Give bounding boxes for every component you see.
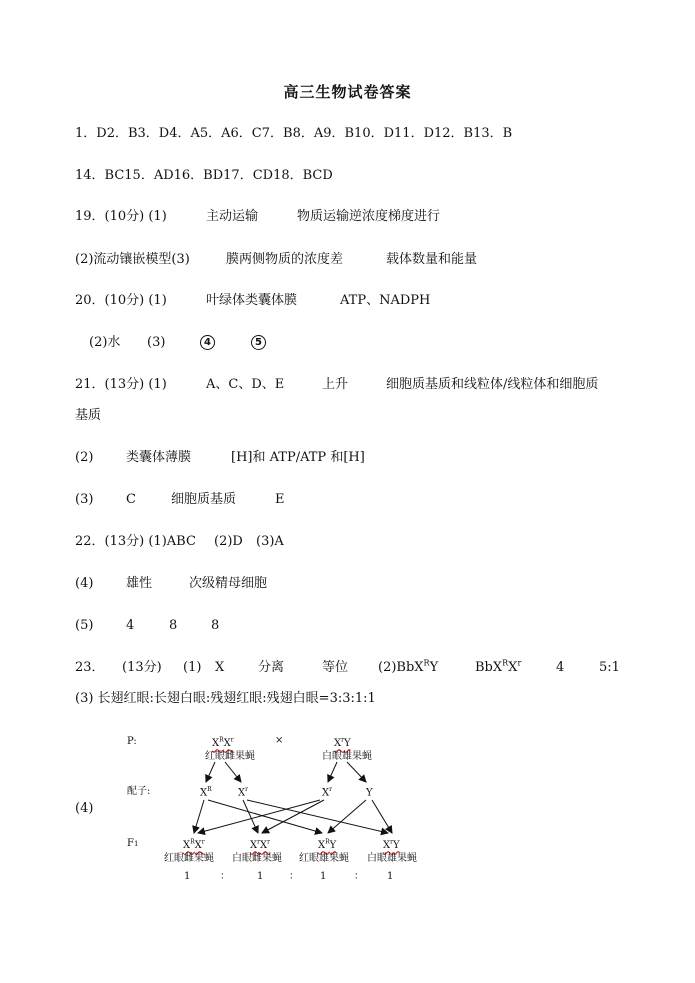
q19-answer-4: 载体数量和能量 [386, 252, 478, 267]
page-title: 高三生物试卷答案 [283, 83, 412, 101]
q20-row2-part3: (3) [147, 335, 166, 350]
off2-g0: X [250, 840, 258, 852]
male-geno-x: X [334, 738, 342, 750]
arrow-gamete3-offspring1 [198, 800, 320, 833]
q23-score: (13分) [122, 660, 162, 675]
off1-g0: X [183, 840, 191, 852]
arrow-gamete1-offspring3 [208, 800, 322, 833]
off4-g2: Y [393, 840, 400, 852]
q23-genotype-1-end: Y [429, 660, 439, 675]
q22-part-3: (3)A [256, 534, 284, 549]
q22-row5-answer-2: 8 [169, 618, 178, 633]
q21-row2-answer-2: [H]和 ATP/ATP 和[H] [231, 450, 365, 465]
offspring-3-genotype [318, 837, 336, 852]
offspring-4-genotype [383, 837, 400, 852]
circled-number-4: 4 [200, 335, 215, 350]
q21-row3-answer-1: C [126, 492, 136, 507]
offspring-2-name: 白眼雌果蝇 [232, 853, 282, 864]
q21-row3-lead: (3) [75, 492, 94, 507]
female-geno-sup2: r [230, 737, 234, 744]
q23-genotype-1-base: (2)BbX [378, 660, 424, 675]
q23-genotype-1-sup: R [423, 658, 430, 668]
q23-line-3: (3) 长翅红眼:长翅白眼:残翅红眼:残翅白眼=3:3:1:1 [75, 691, 376, 706]
q22-row4-answer-2: 次级精母细胞 [189, 576, 268, 591]
gamete-label: 配子: [127, 786, 151, 797]
q23-answer-3: 等位 [322, 660, 349, 675]
q21-row3-answer-2: 细胞质基质 [171, 492, 237, 507]
gamete-1-base: X [200, 787, 208, 799]
q21-answer-3-continued: 基质 [75, 408, 102, 423]
female-geno-sup1: R [219, 737, 224, 744]
arrow-gamete4-offspring4 [372, 800, 392, 833]
circled-number-5: 5 [251, 335, 266, 350]
male-parent-name: 白眼雄果蝇 [322, 751, 372, 762]
male-geno-sup: r [341, 737, 344, 744]
q23-genotype-2-start: BbX [475, 660, 503, 675]
q22-row4-answer-1: 雄性 [126, 576, 153, 591]
offspring-1-genotype [183, 837, 205, 852]
ratio-2: 1 [257, 871, 264, 882]
offspring-2-genotype [250, 837, 270, 852]
q23-genotype-2-sup-2: r [517, 658, 522, 668]
off1-g2: X [194, 840, 202, 852]
q19-answer-1: 主动运输 [206, 209, 259, 224]
offspring-4-name: 白眼雄果蝇 [367, 853, 417, 864]
arrow-gamete2-offspring2 [243, 800, 258, 833]
q20-row2-part2: (2)水 [89, 335, 121, 350]
arrow-female-gamete-2 [225, 762, 241, 782]
q23-genotype-2-mid: X [508, 660, 518, 675]
answers-line-1: 1．D2．B3．D4．A5．A6．C7．B8．A9．B10．D11．D12．B13．B [75, 126, 513, 141]
ratio-3: 1 [320, 871, 327, 882]
arrow-gamete1-offspring1 [194, 800, 204, 833]
cross-sign: × [275, 735, 284, 746]
arrow-gamete4-offspring3 [328, 800, 366, 833]
arrow-gamete2-offspring4 [247, 800, 388, 833]
q19-head: 19．(10分) (1) [75, 209, 167, 224]
arrow-male-gamete-4 [347, 762, 366, 782]
gamete-3-sup: r [329, 786, 332, 793]
f1-label-text: F [127, 838, 134, 849]
ratio-4: 1 [387, 871, 394, 882]
arrow-female-gamete-1 [206, 762, 215, 782]
off2-g3: r [267, 839, 270, 846]
gamete-4-base: Y [366, 787, 373, 799]
answers-line-2: 14．BC15．AD16．BD17．CD18．BCD [75, 168, 333, 183]
q21-row2-answer-1: 类囊体薄膜 [126, 450, 192, 465]
q19-answer-3: 膜两侧物质的浓度差 [226, 252, 344, 267]
arrow-male-gamete-3 [328, 762, 337, 782]
off4-g0: X [383, 840, 391, 852]
q20-answer-1: 叶绿体类囊体膜 [206, 293, 298, 308]
q20-head: 20．(10分) (1) [75, 293, 167, 308]
q20-answer-2: ATP、NADPH [340, 293, 431, 308]
f1-label-sub: 1 [133, 840, 139, 848]
gamete-2-base: X [238, 787, 246, 799]
q23-line-4-lead: (4) [75, 801, 94, 816]
ratio-sep-3: ： [354, 871, 364, 882]
gamete-1-sup: R [207, 786, 212, 793]
q21-answer-1: A、C、D、E [206, 377, 285, 392]
ratio-sep-1: ： [220, 871, 230, 882]
q19-row2-lead: (2)流动镶嵌模型(3) [75, 252, 190, 267]
q23-head: 23． [75, 660, 105, 675]
offspring-1-name: 红眼雌果蝇 [164, 853, 214, 864]
gamete-3-base: X [322, 787, 330, 799]
f1-label [127, 838, 138, 850]
off2-g1: r [257, 839, 260, 846]
gamete-2-sup: r [245, 786, 248, 793]
q22-row4-lead: (4) [75, 576, 94, 591]
off3-g0: X [318, 840, 326, 852]
q21-answer-2: 上升 [322, 377, 349, 392]
q22-head: 22．(13分) (1)ABC [75, 534, 196, 549]
off3-g2: Y [329, 840, 337, 852]
offspring-3-name: 红眼雄果蝇 [299, 853, 349, 864]
q23-answer-2: 分离 [258, 660, 285, 675]
off2-g2: X [260, 840, 268, 852]
off3-g1: R [325, 839, 330, 846]
q21-row3-answer-3: E [275, 492, 285, 507]
q21-head: 21．(13分) (1) [75, 377, 167, 392]
q23-answer-1: X [215, 660, 225, 675]
female-parent-name: 红眼雌果蝇 [205, 751, 255, 762]
q23-answer-5: 5:1 [599, 660, 620, 675]
q22-row5-lead: (5) [75, 618, 94, 633]
female-geno-x1: X [212, 738, 220, 750]
q23-genotype-2-sup-1: R [502, 658, 509, 668]
off1-g3: r [201, 839, 205, 846]
arrow-gamete3-offspring2 [262, 800, 324, 833]
q19-answer-2: 物质运输逆浓度梯度进行 [297, 209, 441, 224]
q23-answer-4: 4 [556, 660, 565, 675]
male-geno-y: Y [344, 738, 351, 750]
ratio-sep-2: ： [289, 871, 299, 882]
q23-part-1: (1) [183, 660, 202, 675]
q21-answer-3: 细胞质基质和线粒体/线粒体和细胞质 [386, 377, 599, 392]
ratio-1: 1 [184, 871, 191, 882]
parent-label: P: [127, 736, 137, 747]
q21-row2-lead: (2) [75, 450, 94, 465]
q22-part-2: (2)D [214, 534, 243, 549]
q22-row5-answer-1: 4 [126, 618, 135, 633]
q22-row5-answer-3: 8 [211, 618, 220, 633]
female-geno-x2: X [223, 738, 231, 750]
off4-g1: r [390, 839, 393, 846]
off1-g1: R [190, 839, 195, 846]
